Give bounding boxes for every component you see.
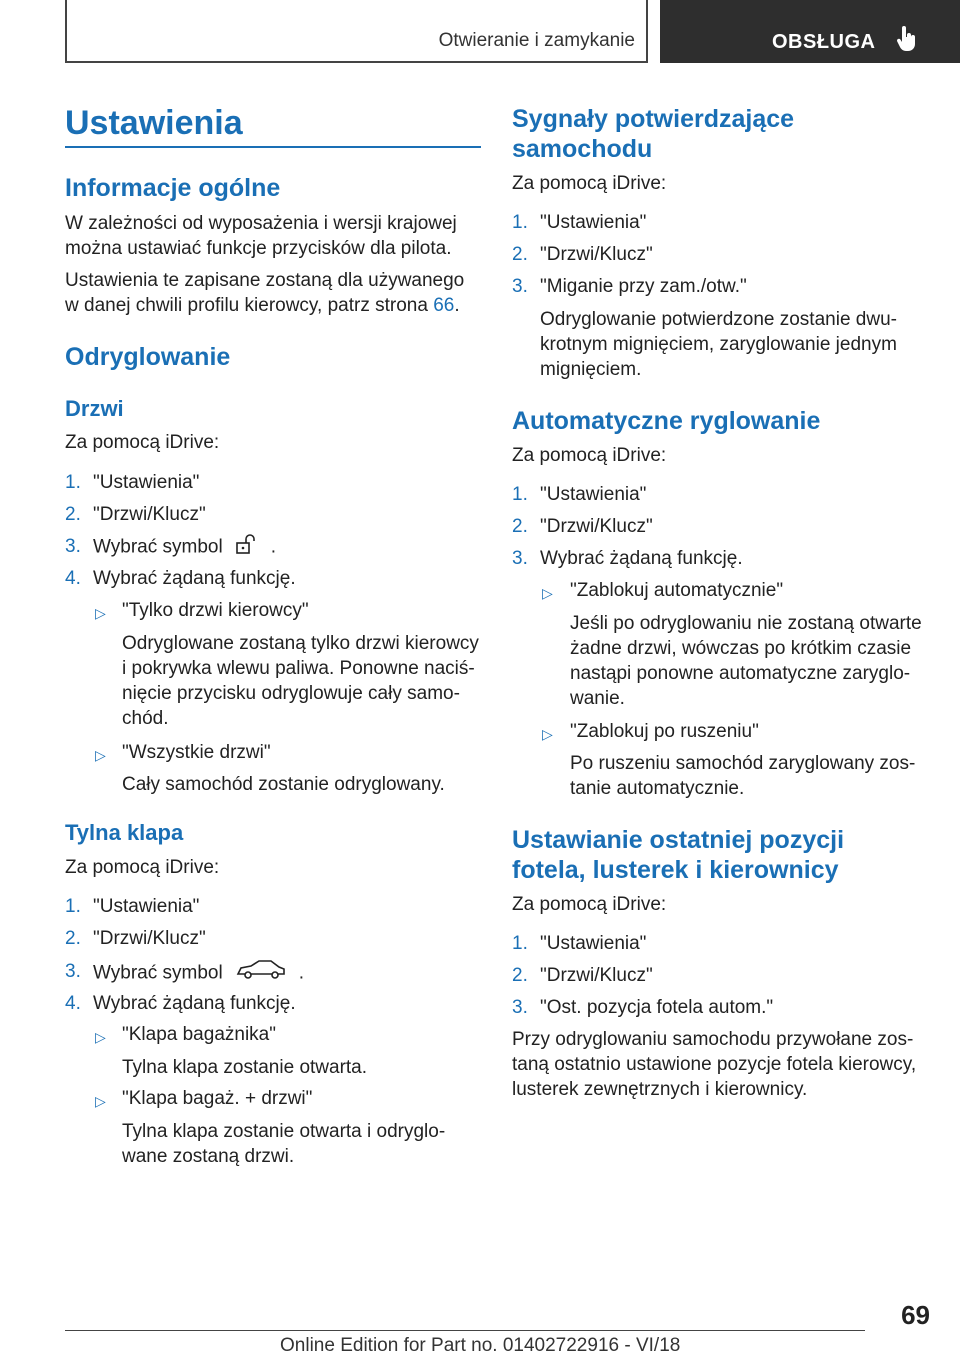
tailgate-step-2: "Drzwi/Klucz" [93, 928, 206, 949]
general-text-line: Ustawienia te zapisane zostaną dla używanego [65, 270, 465, 291]
heading-signals-line2: samochodu [512, 135, 653, 163]
page-link-66[interactable]: 66 [433, 295, 455, 316]
step-number: 3. [512, 548, 528, 569]
tailgate-intro: Za pomocą iDrive: [65, 857, 220, 878]
footer-divider [65, 1330, 865, 1331]
hand-pointer-icon [896, 26, 918, 57]
heading-last-position-line2: fotela, lusterek i kierownicy [512, 856, 839, 884]
position-text: taną ostatnio ustawione pozycje fotela kierowcy, [512, 1054, 917, 1075]
doors-option-all: "Wszystkie drzwi" [122, 742, 271, 763]
doors-option-driver-desc: chód. [122, 708, 169, 729]
autolock-option-auto-desc: nastąpi ponowne automatyczne zaryglo- [570, 663, 911, 684]
doors-option-all-desc: Cały samochód zostanie odryglowany. [122, 774, 445, 795]
signals-step-2: "Drzwi/Klucz" [540, 244, 653, 265]
heading-last-position: Ustawianie ostatniej pozycji [512, 826, 845, 854]
page-number: 69 [901, 1300, 930, 1330]
heading-signals: Sygnały potwierdzające [512, 105, 795, 133]
autolock-option-auto-desc: Jeśli po odryglowaniu nie zostaną otwarte [570, 613, 922, 634]
bullet-triangle-icon: ▷ [542, 585, 553, 601]
signals-desc: mignięciem. [540, 359, 642, 380]
general-text-line: W zależności od wyposażenia i wersji krajowej [65, 213, 457, 234]
unlock-padlock-icon [235, 534, 259, 561]
bullet-triangle-icon: ▷ [542, 726, 553, 742]
bullet-triangle-icon: ▷ [95, 605, 106, 621]
position-step-3: "Ost. pozycja fotela autom." [540, 997, 774, 1018]
autolock-step-3: Wybrać żądaną funkcję. [540, 548, 743, 569]
heading-general: Informacje ogólne [65, 174, 281, 202]
doors-option-driver-desc: nięcie przycisku odryglowuje cały samo- [122, 683, 460, 704]
autolock-option-drive-desc: Po ruszeniu samochód zaryglowany zos- [570, 753, 916, 774]
tailgate-option-trunk-doors: "Klapa bagaż. + drzwi" [122, 1088, 313, 1109]
autolock-option-auto-desc: żadne drzwi, wówczas po krótkim czasie [570, 638, 912, 659]
tailgate-step-3-text: Wybrać symbol [93, 962, 223, 984]
doors-intro: Za pomocą iDrive: [65, 432, 220, 453]
general-text: w danej chwili profilu kierowcy, patrz strona [65, 295, 428, 316]
heading-doors: Drzwi [65, 396, 124, 421]
tailgate-option-trunk-doors-desc: wane zostaną drzwi. [122, 1146, 295, 1167]
signals-desc: Odryglowanie potwierdzone zostanie dwu- [540, 309, 897, 330]
tailgate-step-4: Wybrać żądaną funkcję. [93, 993, 296, 1014]
step-number: 3. [65, 961, 81, 982]
tailgate-option-trunk: "Klapa bagażnika" [122, 1024, 276, 1045]
doors-step-1: "Ustawienia" [93, 472, 200, 493]
car-tailgate-icon [235, 959, 287, 988]
step-number: 2. [65, 928, 81, 949]
autolock-option-auto-desc: wanie. [570, 688, 625, 709]
autolock-step-1: "Ustawienia" [540, 484, 647, 505]
tailgate-option-trunk-doors-desc: Tylna klapa zostanie otwarta i odryglo- [122, 1121, 446, 1142]
general-text-line [65, 293, 460, 318]
position-text: Przy odryglowaniu samochodu przywołane zos- [512, 1029, 914, 1050]
header-tab[interactable] [660, 0, 960, 63]
step-number: 2. [512, 516, 528, 537]
step-number: 1. [512, 933, 528, 954]
heading-autolock: Automatyczne ryglowanie [512, 407, 821, 435]
step-number: 4. [65, 993, 81, 1014]
heading-tailgate: Tylna klapa [65, 820, 184, 845]
header-tab-label: OBSŁUGA [772, 31, 876, 53]
doors-step-3-text: Wybrać symbol [93, 536, 223, 558]
tailgate-step-3-end: . [298, 962, 304, 984]
step-number: 1. [65, 472, 81, 493]
position-step-2: "Drzwi/Klucz" [540, 965, 653, 986]
signals-intro: Za pomocą iDrive: [512, 173, 667, 194]
step-number: 3. [65, 536, 81, 557]
title-divider [65, 146, 481, 148]
position-step-1: "Ustawienia" [540, 933, 647, 954]
bullet-triangle-icon: ▷ [95, 1093, 106, 1109]
bullet-triangle-icon: ▷ [95, 1029, 106, 1045]
step-number: 1. [512, 484, 528, 505]
autolock-step-2: "Drzwi/Klucz" [540, 516, 653, 537]
tailgate-step-1: "Ustawienia" [93, 896, 200, 917]
bullet-triangle-icon: ▷ [95, 747, 106, 763]
step-number: 2. [512, 965, 528, 986]
doors-option-driver: "Tylko drzwi kierowcy" [122, 600, 309, 621]
step-number: 3. [512, 997, 528, 1018]
edition-text: Online Edition for Part no. 01402722916 - VI/18 [280, 1335, 681, 1356]
step-number: 1. [65, 896, 81, 917]
doors-step-2: "Drzwi/Klucz" [93, 504, 206, 525]
heading-unlocking: Odryglowanie [65, 343, 231, 371]
signals-step-3: "Miganie przy zam./otw." [540, 276, 747, 297]
step-number: 2. [65, 504, 81, 525]
step-number: 2. [512, 244, 528, 265]
doors-step-3 [93, 534, 276, 561]
page-title: Ustawienia [65, 104, 243, 142]
position-intro: Za pomocą iDrive: [512, 894, 667, 915]
autolock-option-auto: "Zablokuj automatycznie" [570, 580, 784, 601]
step-number: 1. [512, 212, 528, 233]
doors-option-driver-desc: i pokrywka wlewu paliwa. Ponowne naciś- [122, 658, 475, 679]
tailgate-step-3 [93, 959, 304, 988]
step-number: 4. [65, 568, 81, 589]
period: . [454, 295, 460, 316]
position-text: lusterek zewnętrznych i kierownicy. [512, 1079, 808, 1100]
header-section-title: Otwieranie i zamykanie [438, 30, 635, 51]
signals-step-1: "Ustawienia" [540, 212, 647, 233]
doors-step-4: Wybrać żądaną funkcję. [93, 568, 296, 589]
autolock-intro: Za pomocą iDrive: [512, 445, 667, 466]
step-number: 3. [512, 276, 528, 297]
autolock-option-drive-desc: tanie automatycznie. [570, 778, 745, 799]
autolock-option-drive: "Zablokuj po ruszeniu" [570, 721, 759, 742]
tailgate-option-trunk-desc: Tylna klapa zostanie otwarta. [122, 1057, 368, 1078]
general-text-line: można ustawiać funkcje przycisków dla pilota. [65, 238, 452, 259]
doors-step-3-end: . [270, 536, 276, 558]
doors-option-driver-desc: Odryglowane zostaną tylko drzwi kierowcy [122, 633, 479, 654]
signals-desc: krotnym mignięciem, zaryglowanie jednym [540, 334, 897, 355]
